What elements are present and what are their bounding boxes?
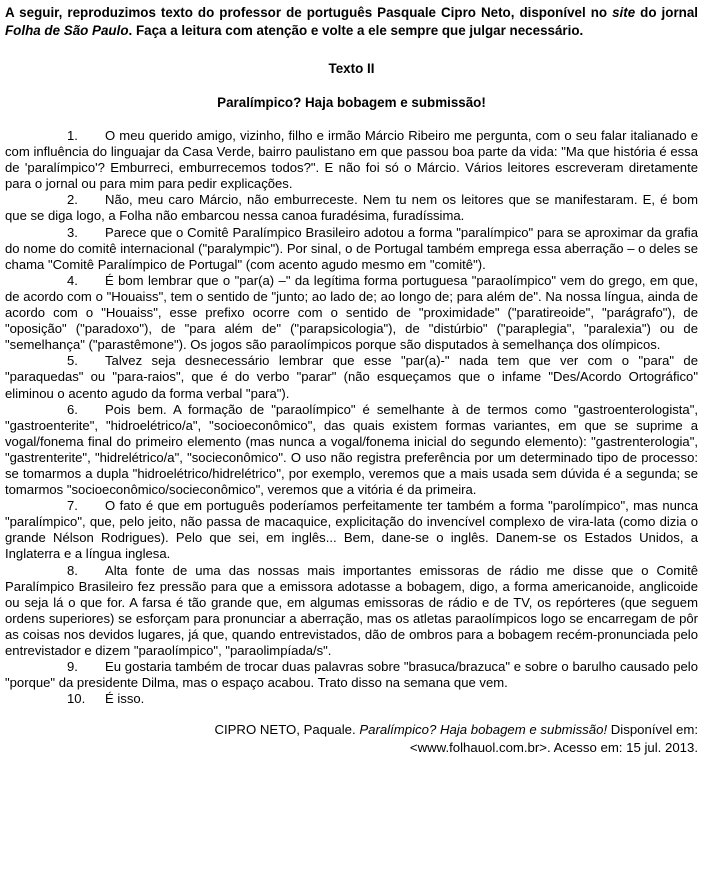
paragraph-number: 10. <box>67 691 86 707</box>
reference-line-2: <www.folhauol.com.br>. Acesso em: 15 jul. 2013. <box>409 740 698 756</box>
article-paragraph <box>5 128 698 192</box>
intro-site-word: site <box>612 5 636 20</box>
paragraph-text: É bom lembrar que o "par(a) –" da legítima forma portuguesa "paraolímpico" vem do grego, em que, de acordo com o "Houaiss", tem o sentido de "junto; ao lado de; ao longo de; para além de". Na nossa língua, ainda de acordo com o "Houaiss", esse prefixo ocorre com o sentido de "proximidade" ("paratireoide", "parágrafo"), de "oposição" ("paradoxo"), de "para além de" ("parapsicologia"), de "distúrbio" ("paraplegia", "paralexia") ou de "semelhança" ("parastêmone"). Os jogos são paraolímpicos porque são disputados à semelhança dos olímpicos. <box>5 272 698 353</box>
paragraph-number: 4. <box>67 272 78 288</box>
paragraph-text: O meu querido amigo, vizinho, filho e irmão Márcio Ribeiro me pergunta, com o seu falar italianado e com influência do linguajar da Casa Verde, bairro paulistano em que passou boa parte da vida: "Ma que história é essa de 'paralímpico'? Emburreci, emburrecemos todos?". E não foi só o Márcio. Vários leitores escreveram diretamente para o jornal ou para mim para pedir explicações. <box>5 128 698 192</box>
paragraph-number: 3. <box>67 224 78 240</box>
reference-author: CIPRO NETO, Paquale. <box>214 722 360 738</box>
paragraph-number: 8. <box>67 562 78 578</box>
reference <box>5 721 698 757</box>
article-paragraph <box>5 691 698 707</box>
paragraph-number: 1. <box>67 128 78 143</box>
article-paragraph <box>5 273 698 353</box>
article-paragraph <box>5 498 698 562</box>
paragraph-text: Talvez seja desnecessário lembrar que esse "par(a)-" nada tem que ver com o "para" de "paraquedas" ou "para-raios", que é do verbo "parar" (não esqueçamos que o infame "Des/Acordo Ortográfico" eliminou o acento agudo da forma verbal "para"). <box>5 353 698 401</box>
paragraph-number: 5. <box>67 353 78 369</box>
article-title: Paralímpico? Haja bobagem e submissão! <box>217 95 486 110</box>
paragraph-text: Parece que o Comitê Paralímpico Brasileiro adotou a forma "paralímpico" para se aproximar da grafia do nome do comitê internacional ("paralympic"). Por sinal, o de Portugal também emprega essa aberração – o deles se chama "Comitê Paralímpico de Portugal" (com acento agudo mesmo em "comitê"). <box>5 224 698 272</box>
intro-paragraph <box>5 4 698 40</box>
paragraph-number: 6. <box>67 401 78 417</box>
article-paragraph <box>5 225 698 273</box>
paragraph-text: Pois bem. A formação de "paraolímpico" é semelhante à de termos como "gastroenterologista", "gastroenterite", "hidroelétrico/a", "socioeconômico", das quais existem formas variantes, em que se suprime a vogal/fonema final do primeiro elemento (mas nunca a vogal/fonema inicial do segundo elemento): "gastrenterologia", "gastrenterite", "hidrelétrico/a", "socieconômico". O uso não registra preferência por um determinado tipo de processo: se tomarmos a dupla "hidroelétrico/hidrelétrico", por exemplo, veremos que a mais usada sem dúvida é a segunda; se tomarmos "socioeconômico/socieconômico", veremos que a vitória é da primeira. <box>5 401 698 498</box>
paragraph-text: Alta fonte de uma das nossas mais importantes emissoras de rádio me disse que o Comitê Paralímpico Brasileiro fez pressão para que a emissora adotasse a bobagem, digo, a forma americanoide, anglicoide ou seja lá o que for. A farsa é tão grande que, em algumas emissoras de rádio e de TV, os repórteres (que seguem ordens superiores) se esforçam para pronunciar a aberração, mas os atletas paraolímpicos logo se encarregam de pôr as coisas nos devidos lugares, já que, quando entrevistados, dão de ombros para a bobagem recém-pronunciada pelo entrevistador e dizem "paraolímpico", "paraolimpíada/s". <box>5 562 698 658</box>
reference-line-1 <box>5 721 698 739</box>
paragraph-number: 9. <box>67 659 78 675</box>
paragraph-text: O fato é que em português poderíamos perfeitamente ter também a forma "parolímpico", mas nunca "paralímpico", que, pelo jeito, não passa de macaquice, explicitação do invencível complexo de vira-lata (como dizia o grande Nélson Rodrigues). Pelo que sei, em inglês... Bem, dane-se o inglês. Danem-se os Estados Unidos, a Inglaterra e a língua inglesa. <box>5 498 698 562</box>
article-paragraph <box>5 563 698 660</box>
intro-text-3: . Faça a leitura com atenção e volte a ele sempre que julgar necessário. <box>128 23 584 38</box>
paragraph-text: Eu gostaria também de trocar duas palavras sobre "brasuca/brazuca" e sobre o barulho causado pelo "porque" da presidente Dilma, mas o espaço acabou. Trato disso na semana que vem. <box>5 659 698 691</box>
article-paragraph <box>5 402 698 499</box>
reference-available: Disponível em: <box>607 722 698 738</box>
article-paragraph <box>5 659 698 691</box>
article-paragraph <box>5 353 698 401</box>
document-page <box>5 4 698 757</box>
intro-text-1: A seguir, reproduzimos texto do professor de português Pasquale Cipro Neto, disponível no <box>5 5 613 20</box>
section-label: Texto II <box>328 61 375 76</box>
paragraph-number: 7. <box>67 498 78 514</box>
reference-title: Paralímpico? Haja bobagem e submissão! <box>359 722 608 738</box>
article-paragraph <box>5 192 698 224</box>
paragraph-text: Não, meu caro Márcio, não emburreceste. Nem tu nem os leitores que se manifestaram. E, é bom que se diga logo, a Folha não embarcou nessa canoa furadésima, furadíssima. <box>5 192 698 224</box>
intro-newspaper-name: Folha de São Paulo <box>5 23 129 38</box>
paragraph-text: É isso. <box>105 691 145 707</box>
article-body <box>5 128 698 707</box>
paragraph-number: 2. <box>67 192 78 208</box>
intro-text-2: do jornal <box>635 5 698 20</box>
